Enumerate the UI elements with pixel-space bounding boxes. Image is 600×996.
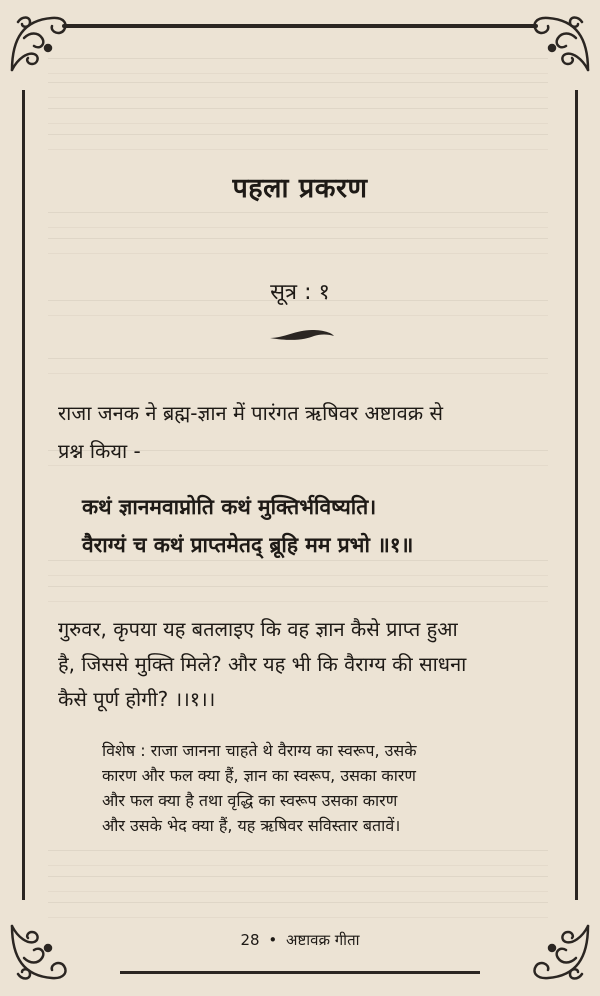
book-title: अष्टावक्र गीता	[286, 931, 360, 949]
special-note	[102, 738, 560, 838]
border-right-rule	[575, 90, 578, 900]
bleed-through-texture	[48, 82, 548, 98]
bleed-through-texture	[48, 212, 548, 228]
bleed-through-texture	[48, 108, 548, 124]
sutra-label: सूत्र : १	[270, 280, 330, 305]
translation-line: है, जिससे मुक्ति मिले? और यह भी कि वैराग्य की साधना	[58, 652, 467, 676]
bleed-through-texture	[48, 134, 548, 150]
bleed-through-texture	[48, 586, 548, 602]
translation-line: गुरुवर, कृपया यह बतलाइए कि वह ज्ञान कैसे प्राप्त हुआ	[58, 617, 458, 641]
note-line: विशेष : राजा जानना चाहते थे वैराग्य का स्वरूप, उसके	[102, 741, 417, 760]
intro-line: राजा जनक ने ब्रह्म-ज्ञान में पारंगत ऋषिवर अष्टावक्र से	[58, 401, 443, 425]
note-line: कारण और फल क्या हैं, ज्ञान का स्वरूप, उसका कारण	[102, 766, 416, 785]
intro-line: प्रश्न किया -	[58, 439, 141, 463]
corner-ornament-icon	[526, 918, 596, 988]
verse-line: कथं ज्ञानमवाप्नोति कथं मुक्तिर्भविष्यति।	[82, 495, 377, 519]
note-line: और उसके भेद क्या हैं, यह ऋषिवर सविस्तार बतावें।	[102, 816, 401, 835]
note-line: और फल क्या है तथा वृद्धि का स्वरूप उसका कारण	[102, 791, 398, 810]
footer-separator: •	[268, 931, 278, 949]
intro-paragraph	[58, 394, 560, 470]
bleed-through-texture	[48, 850, 548, 866]
border-left-rule	[22, 90, 25, 900]
bleed-through-texture	[48, 358, 548, 374]
sanskrit-verse	[82, 488, 560, 564]
bleed-through-texture	[48, 876, 548, 892]
flourish-divider-icon	[268, 326, 336, 344]
page-footer	[0, 930, 600, 950]
bleed-through-texture	[48, 58, 548, 74]
bleed-through-texture	[48, 238, 548, 254]
corner-ornament-icon	[4, 8, 74, 78]
corner-ornament-icon	[526, 8, 596, 78]
translation-line: कैसे पूर्ण होगी? ।।१।।	[58, 687, 216, 711]
bleed-through-texture	[48, 902, 548, 918]
border-top-rule	[62, 24, 538, 28]
border-bottom-rule	[120, 971, 480, 974]
chapter-heading: पहला प्रकरण	[232, 173, 368, 204]
translation-paragraph	[58, 612, 560, 717]
page-number: 28	[240, 931, 260, 949]
corner-ornament-icon	[4, 918, 74, 988]
verse-line: वैराग्यं च कथं प्राप्तमेतद् ब्रूहि मम प्रभो ॥१॥	[82, 533, 414, 557]
